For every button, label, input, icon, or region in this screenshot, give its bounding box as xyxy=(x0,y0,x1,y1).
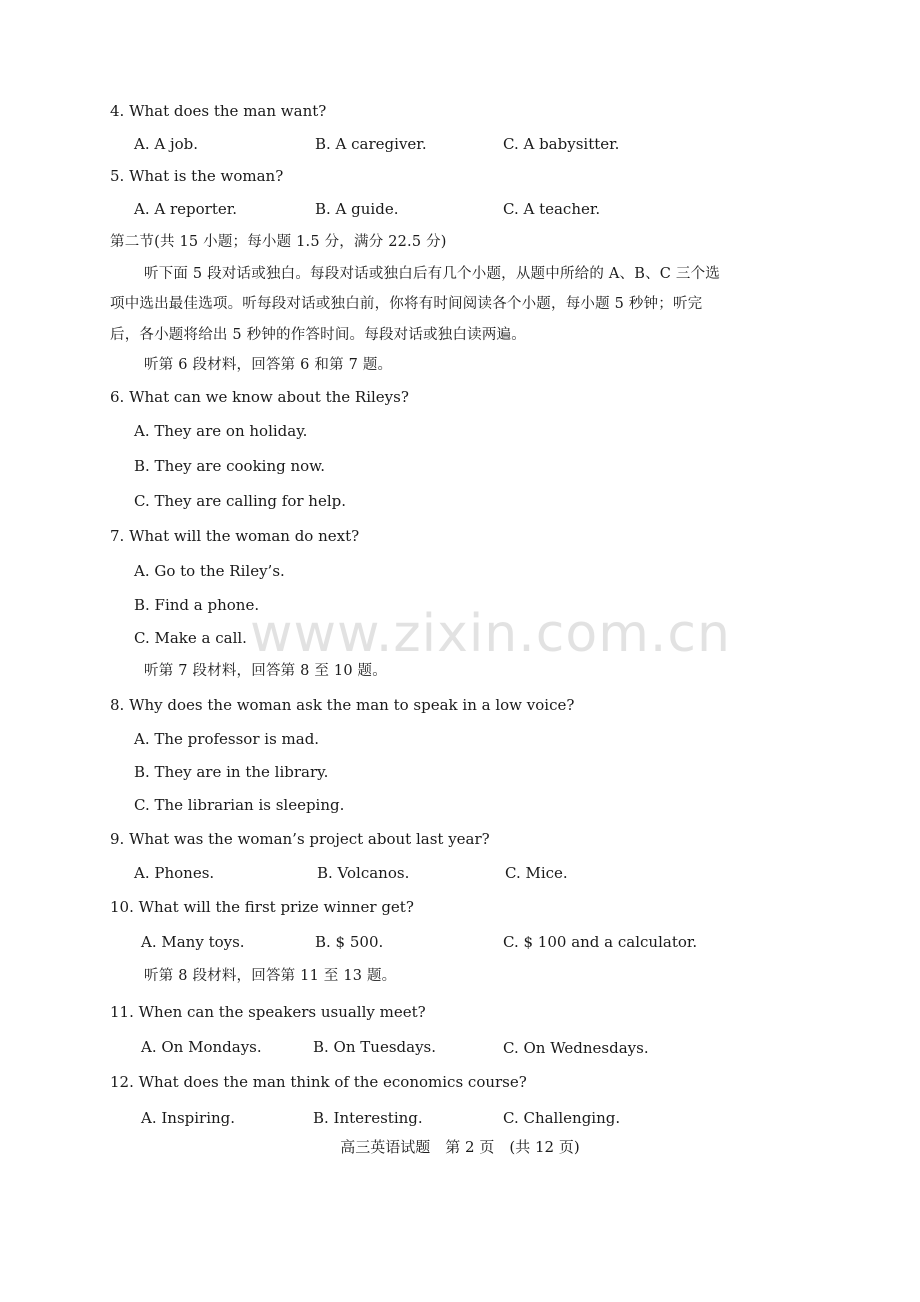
section-heading: 第二节(共 15 小题；每小题 1.5 分，满分 22.5 分) xyxy=(110,234,447,250)
q8-option-c: C. The librarian is sleeping. xyxy=(134,796,345,814)
q5-option-c: C. A teacher. xyxy=(503,200,601,218)
watermark: www.zixin.com.cn xyxy=(250,604,731,664)
question-7: 7. What will the woman do next? xyxy=(110,527,360,545)
q11-option-b: B. On Tuesdays. xyxy=(313,1038,437,1056)
question-6: 6. What can we know about the Rileys? xyxy=(110,388,409,406)
question-4: 4. What does the man want? xyxy=(110,102,327,120)
q4-option-c: C. A babysitter. xyxy=(503,135,620,153)
q9-option-a: A. Phones. xyxy=(134,864,215,882)
page-footer: 高三英语试题 第 2 页 (共 12 页) xyxy=(340,1138,580,1156)
q12-option-b: B. Interesting. xyxy=(313,1109,423,1127)
question-8: 8. Why does the woman ask the man to speak in a low voice? xyxy=(110,696,575,714)
q5-option-b: B. A guide. xyxy=(315,200,399,218)
q6-option-b: B. They are cooking now. xyxy=(134,457,326,475)
q9-option-b: B. Volcanos. xyxy=(317,864,410,882)
question-5: 5. What is the woman? xyxy=(110,167,284,185)
q9-option-c: C. Mice. xyxy=(505,864,568,882)
question-11: 11. When can the speakers usually meet? xyxy=(110,1003,426,1021)
q6-option-c: C. They are calling for help. xyxy=(134,492,347,510)
q11-option-c: C. On Wednesdays. xyxy=(503,1039,649,1057)
material-6-note: 听第 6 段材料，回答第 6 和第 7 题。 xyxy=(144,357,393,373)
q10-option-b: B. $ 500. xyxy=(315,933,384,951)
material-7-note: 听第 7 段材料，回答第 8 至 10 题。 xyxy=(144,663,387,679)
instruction-line-3: 后，各小题将给出 5 秒钟的作答时间。每段对话或独白读两遍。 xyxy=(110,327,526,343)
question-12: 12. What does the man think of the economics course? xyxy=(110,1073,527,1091)
question-10: 10. What will the first prize winner get? xyxy=(110,898,414,916)
q4-option-b: B. A caregiver. xyxy=(315,135,427,153)
material-8-note: 听第 8 段材料，回答第 11 至 13 题。 xyxy=(144,968,397,984)
instruction-line-1: 听下面 5 段对话或独白。每段对话或独白后有几个小题，从题中所给的 A、B、C 三个选 xyxy=(144,266,720,282)
q8-option-b: B. They are in the library. xyxy=(134,763,329,781)
q10-option-a: A. Many toys. xyxy=(141,933,245,951)
q12-option-c: C. Challenging. xyxy=(503,1109,621,1127)
q10-option-c: C. $ 100 and a calculator. xyxy=(503,933,698,951)
q7-option-a: A. Go to the Riley’s. xyxy=(134,562,285,580)
question-9: 9. What was the woman’s project about last year? xyxy=(110,830,490,848)
q7-option-b: B. Find a phone. xyxy=(134,596,260,614)
q4-option-a: A. A job. xyxy=(134,135,199,153)
q5-option-a: A. A reporter. xyxy=(134,200,238,218)
q8-option-a: A. The professor is mad. xyxy=(134,730,320,748)
q12-option-a: A. Inspiring. xyxy=(141,1109,236,1127)
instruction-line-2: 项中选出最佳选项。听每段对话或独白前，你将有时间阅读各个小题，每小题 5 秒钟；听完 xyxy=(110,296,703,312)
q6-option-a: A. They are on holiday. xyxy=(134,422,308,440)
q7-option-c: C. Make a call. xyxy=(134,629,247,647)
q11-option-a: A. On Mondays. xyxy=(141,1038,262,1056)
